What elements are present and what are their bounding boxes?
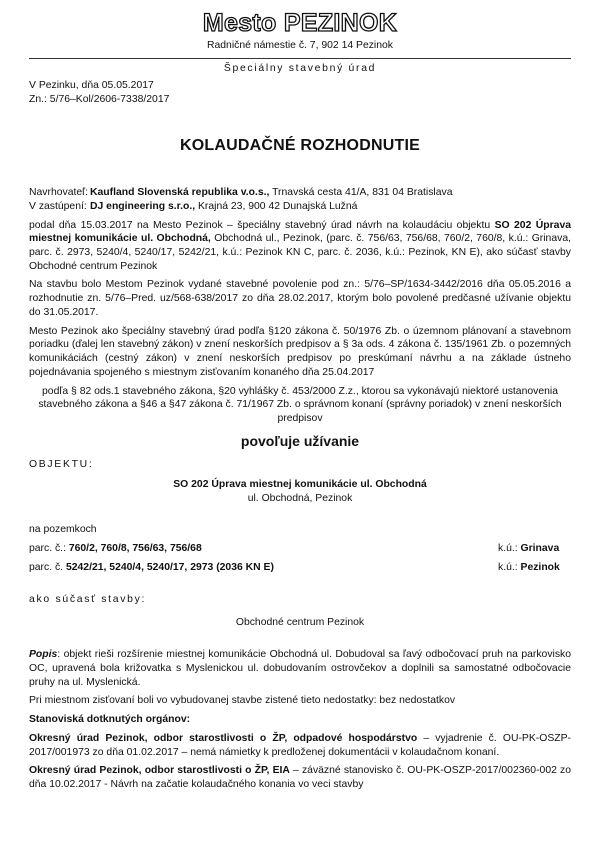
object-label: OBJEKTU: bbox=[29, 459, 94, 471]
application-text-a: podal dňa 15.03.2017 na Mesto Pezinok – špeciálny stavebný úrad návrh na kolaudáciu objektu bbox=[29, 219, 495, 231]
parcel-numbers: 760/2, 760/8, 756/63, 756/68 bbox=[68, 543, 202, 555]
office-name: Špeciálny stavebný úrad bbox=[223, 62, 377, 74]
application-object-name: SO 202 Úprava miestnej komunikácie ul. Obchodná, bbox=[29, 219, 571, 245]
cadastre-prefix: k.ú.: bbox=[498, 561, 521, 573]
legal-basis-paragraph: podľa § 82 ods.1 stavebného zákona, §20 vyhlášky č. 453/2000 Z.z., ktorou sa vykonávajú niektoré ustanovenia stavebného zákona a §46 a §47 zákona č. 71/1967 Zb. o správnom konaní (správny poriadok) v znení neskorších predpisov bbox=[38, 385, 562, 425]
land-row bbox=[29, 561, 571, 575]
cadastre-prefix: k.ú.: bbox=[498, 543, 521, 555]
cadastre-name: Pezinok bbox=[520, 561, 560, 573]
opinion-text: – záväzné stanovisko č. OU-PK-OSZP-2017/002360-002 zo dňa 10.02.2017 - Návrh na začatie kolaudačného konania vo veci stavby bbox=[29, 765, 571, 791]
inspection-result: Pri miestnom zisťovaní boli vo vybudovanej stavbe zistené tieto nedostatky: bez nedostatkov bbox=[29, 695, 456, 707]
representative-label: V zastúpení: bbox=[29, 200, 87, 212]
decision-verdict: povoľuje užívanie bbox=[240, 432, 360, 449]
part-of-label: ako súčasť stavby: bbox=[29, 593, 147, 605]
representative-value bbox=[90, 200, 571, 214]
lands-heading: na pozemkoch bbox=[29, 524, 97, 536]
opinion-authority: Okresný úrad Pezinok, odbor starostlivosti o ŽP, odpadové hospodárstvo bbox=[29, 732, 418, 744]
land-parcels bbox=[29, 561, 274, 575]
representative-name: DJ engineering s.r.o., bbox=[90, 200, 196, 212]
application-paragraph bbox=[29, 219, 571, 274]
object-title: SO 202 Úprava miestnej komunikácie ul. Obchodná bbox=[173, 479, 427, 490]
city-address: Radničné námestie č. 7, 902 14 Pezinok bbox=[207, 40, 393, 51]
applicant-value bbox=[90, 186, 571, 200]
description-paragraph bbox=[29, 648, 571, 689]
description-text: : objekt rieši rozšírenie miestnej komunikácie Obchodná ul. Dobudoval sa ľavý odbočovací pruh na parkovisko OC, upravená bola križovatka s Myslenickou ul. dobudovaním ostrovčekov a doplnili sa samostatné odbočovacie pruhy na ul. Myslenická. bbox=[29, 649, 571, 688]
object-location: ul. Obchodná, Pezinok bbox=[247, 492, 353, 504]
applicant-name: Kaufland Slovenská republika v.o.s., bbox=[90, 187, 270, 199]
land-row bbox=[29, 542, 571, 556]
representative-address: Krajná 23, 900 42 Dunajská Lužná bbox=[195, 200, 358, 212]
parties-block bbox=[29, 186, 571, 213]
application-text-c: Obchodná ul., Pezinok, (parc. č. 756/63, 756/68, 760/2, 760/8, k.ú.: Grinava, parc. č. 2973, 5240/4, 5240/17, 5242/21, k.ú.: Pezinok KN C, parc. č. 2036, k.ú.: Pezinok, KN E), ako súčasť stavby Obchodné centrum Pezinok bbox=[29, 233, 571, 272]
parcel-numbers: 5242/21, 5240/4, 5240/17, 2973 (2036 KN E) bbox=[65, 561, 274, 573]
part-of-name: Obchodné centrum Pezinok bbox=[235, 617, 365, 629]
land-cadastre bbox=[498, 561, 571, 575]
place-date: V Pezinku, dňa 05.05.2017 bbox=[29, 80, 154, 92]
city-title: Mesto PEZINOK bbox=[202, 9, 398, 37]
document-title: KOLAUDAČNÉ ROZHODNUTIE bbox=[180, 136, 420, 154]
parcel-prefix: parc. č. bbox=[29, 561, 66, 573]
building-permit-paragraph: Na stavbu bolo Mestom Pezinok vydané stavebné povolenie pod zn.: 5/76–SP/1634-3442/2016 dňa 05.05.2016 a rozhodnutie zn. 5/76–Pred. uz/568-638/2017 zo dňa 28.02.2017, ktorým bolo povolené predčasné užívanie objektu do 31.05.2017. bbox=[29, 279, 571, 318]
description-label: Popis bbox=[29, 649, 58, 661]
opinions-heading: Stanoviská dotknutých orgánov: bbox=[29, 714, 191, 726]
land-cadastre bbox=[498, 542, 571, 556]
opinion-text: – vyjadrenie č. OU-PK-OSZP-2017/001973 zo dňa 01.02.2017 – nemá námietky k predloženej dokumentácii v kolaudačnom konaní. bbox=[29, 732, 571, 758]
parcel-prefix: parc. č.: bbox=[29, 543, 69, 555]
applicant-label: Navrhovateľ: bbox=[29, 187, 89, 199]
header-divider bbox=[29, 58, 571, 59]
opinion-authority: Okresný úrad Pezinok, odbor starostlivosti o ŽP, EIA bbox=[29, 765, 290, 777]
opinion-item bbox=[29, 732, 571, 759]
opinion-item bbox=[29, 764, 571, 791]
applicant-address: Trnavská cesta 41/A, 831 04 Bratislava bbox=[269, 187, 453, 199]
land-parcels bbox=[29, 542, 202, 556]
authority-paragraph: Mesto Pezinok ako špeciálny stavebný úrad podľa §120 zákona č. 50/1976 Zb. o územnom plánovaní a stavebnom poriadku (ďalej len stavebný zákon) v znení neskorších predpisov a § 3a ods. 4 zákona č. 135/1961 Zb. o pozemných komunikáciách (cestný zákon) v znení neskorších predpisov po preskúmaní návrhu a na základe ústneho pojednávania spojeného s miestnym zisťovaním konaného dňa 25.04.2017 bbox=[29, 325, 571, 378]
reference-number: Zn.: 5/76–Kol/2606-7338/2017 bbox=[29, 94, 170, 106]
cadastre-name: Grinava bbox=[520, 543, 560, 555]
